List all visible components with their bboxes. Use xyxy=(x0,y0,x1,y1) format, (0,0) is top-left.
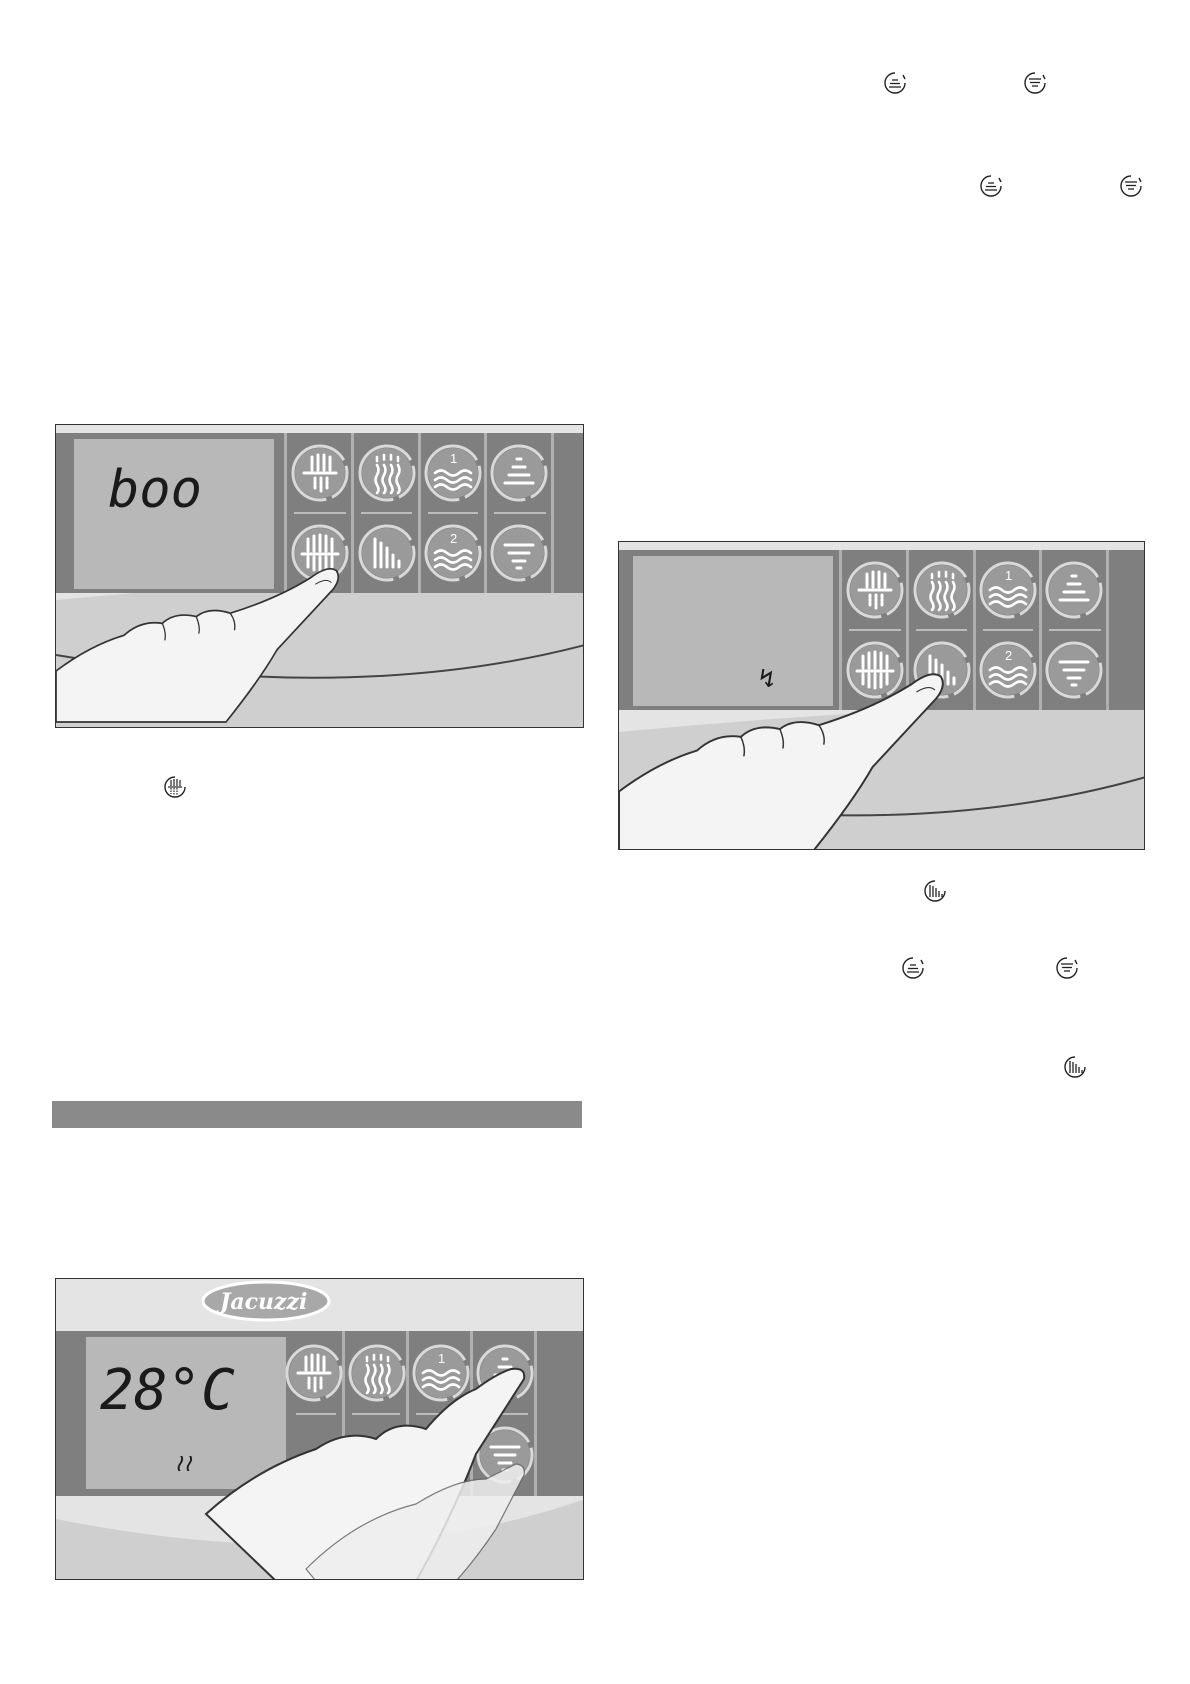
jet-pump-button[interactable] xyxy=(287,1346,341,1400)
svg-text:2: 2 xyxy=(1005,648,1013,663)
temp-up-icon xyxy=(900,955,926,981)
whirlpool-1-button[interactable] xyxy=(426,446,480,500)
jet-pump-button[interactable] xyxy=(848,563,902,617)
whirlpool-1-button[interactable] xyxy=(981,563,1035,617)
section-header-bar xyxy=(52,1101,582,1128)
temp-up-icon xyxy=(882,70,908,96)
air-blower-button[interactable] xyxy=(360,446,414,500)
figure-control-panel-temperature xyxy=(55,1278,584,1580)
lcd-symbol: ↯ xyxy=(759,664,775,694)
temp-down-icon xyxy=(1022,70,1048,96)
lcd-heater-symbol: ≀≀ xyxy=(174,1449,192,1477)
temp-down-button[interactable] xyxy=(1047,643,1101,697)
temp-down-icon xyxy=(1054,955,1080,981)
light-sequence-icon xyxy=(1062,1054,1088,1080)
light-sequence-button[interactable] xyxy=(360,526,414,580)
svg-text:Jacuzzi: Jacuzzi xyxy=(220,1289,308,1315)
jacuzzi-logo xyxy=(203,1282,329,1320)
jet-pump-button[interactable] xyxy=(293,446,347,500)
light-sequence-icon xyxy=(922,878,948,904)
lcd-display xyxy=(633,556,833,706)
temp-up-button[interactable] xyxy=(1047,563,1101,617)
temp-up-button[interactable] xyxy=(492,446,546,500)
led-light-icon xyxy=(162,774,188,800)
temp-down-button[interactable] xyxy=(492,526,546,580)
svg-text:1: 1 xyxy=(1005,568,1013,583)
figure-control-panel-led xyxy=(55,424,584,728)
air-blower-button[interactable] xyxy=(915,563,969,617)
svg-text:2: 2 xyxy=(450,531,458,546)
svg-text:1: 1 xyxy=(450,451,458,466)
whirlpool-2-button[interactable] xyxy=(426,526,480,580)
lcd-readout: boo xyxy=(108,460,202,520)
led-light-button[interactable] xyxy=(848,643,902,697)
whirlpool-2-button[interactable] xyxy=(981,643,1035,697)
temp-up-icon xyxy=(978,173,1004,199)
temp-down-icon xyxy=(1118,173,1144,199)
air-blower-button[interactable] xyxy=(350,1346,404,1400)
whirlpool-1-button[interactable] xyxy=(414,1346,468,1400)
figure-control-panel-sequence xyxy=(618,541,1145,850)
lcd-temperature: 28°C xyxy=(100,1358,235,1423)
svg-text:1: 1 xyxy=(438,1351,446,1366)
